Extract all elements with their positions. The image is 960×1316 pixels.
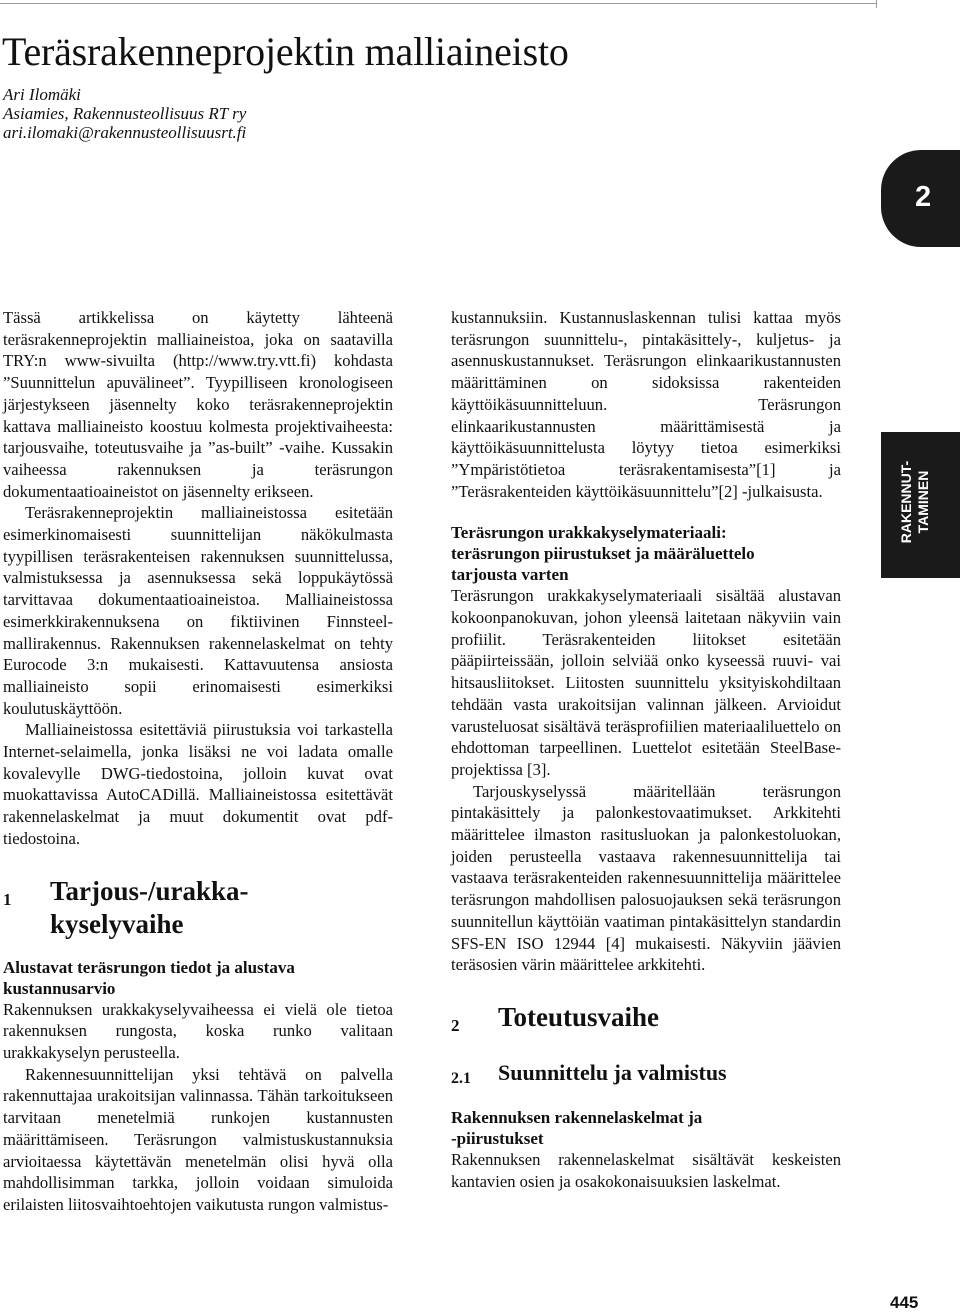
subsection-title-line: tarjousta varten <box>451 565 569 585</box>
paragraph: Rakennuksen rakennelaskelmat sisältävät keskeisten kantavien osien ja osakokonaisuuksien laskelmat. <box>451 1149 841 1191</box>
section-heading <box>451 1001 841 1042</box>
chapter-tab <box>881 150 960 247</box>
subsection-title-line: Teräsrungon urakkakyselymateriaali: <box>451 523 727 543</box>
subsection-title: Suunnittelu ja valmistus <box>498 1059 727 1085</box>
subsection-title-line: -piirustukset <box>451 1128 544 1148</box>
top-rule <box>0 3 876 4</box>
subsection-heading-numbered <box>451 1059 841 1092</box>
section-number: 1 <box>3 889 12 909</box>
section-side-tab <box>881 432 960 578</box>
subsection-heading <box>451 1107 841 1149</box>
subsection-title-line: kustannusarvio <box>3 978 116 998</box>
subsection-title-line: Alustavat teräsrungon tiedot ja alustava <box>3 957 295 977</box>
page-number: 445 <box>890 1293 919 1312</box>
paragraph: Rakennesuunnittelijan yksi tehtävä on palvella rakennuttajaa urakoitsijan valinnassa. Tähän tarkoitukseen tarvitaan menetelmiä runkojen kustannusten määrittämiseen. Teräsrungon valmistuskustannuksia arvioitaessa käytettävän menetelmän olisi hyvä olla mahdollisimman tarkka, jolloin voidaan simuloida erilaisten liitosvaihtoehtojen vaikutusta rungon valmistus- <box>3 1064 393 1214</box>
author-block <box>3 85 246 142</box>
top-rule-tick <box>876 0 877 8</box>
author-name: Ari Ilomäki <box>3 85 81 104</box>
paragraph: Teräsrakenneprojektin malliaineistossa esitetään esimerkinomaisesti suunnittelijan näkökulmasta tyypillisen teräsrakenteisen rakennuksen suunnittelussa, valmistuksessa ja asennuksessa sekä loppukäytössä tarvittavaa dokumentaatioaineistoa. Malliaineistossa esimerkkirakennuksena on fiktiivinen Finnsteel-mallirakennus. Rakennuksen rakennelaskelmat on tehty Eurocode 3:n mukaisesti. Kattavuutensa ansiosta malliaineisto sopii erinomaisesti esimerkiksi koulutuskäyttöön. <box>3 503 393 718</box>
section-number: 2 <box>451 1015 460 1035</box>
subsection-title-line: teräsrungon piirustukset ja määräluettelo <box>451 544 755 564</box>
paragraph: Rakennuksen urakkakyselyvaiheessa ei vielä ole tietoa rakennuksen rungosta, koska runko valitaan urakkakyselyn perusteella. <box>3 999 393 1062</box>
paragraph: Tarjouskyselyssä määritellään teräsrungon pintakäsittely ja palonkestovaatimukset. Arkkitehti määrittelee ilmaston rasitusluokan ja palonkestoluokan, joiden perusteella vastaava rakennesuunnittelija tai vastaava teräsrakenteiden rakennesuunnittelija määrittelee teräsrungon mahdollisen palosuojauksen sekä teräsrungon suunnitellun käyttöiän vaatiman pintakäsittelyn standardin SFS-EN ISO 12944 [4] mukaisesti. Näkyviin jäävien teräsosien värin määrittelee arkkitehti. <box>451 781 841 975</box>
subsection-heading <box>451 522 841 585</box>
paragraph: Tässä artikkelissa on käytetty lähteenä teräsrakenneprojektin malliaineistoa, joka on saatavilla TRY:n www-sivuilta (http://www.try.vtt.fi) kohdasta ”Suunnittelun apuvälineet”. Tyypilliseen kronologiseen järjestykseen jäsennelty koko teräsrakenneprojektin kattava malliaineisto koostuu kolmesta projektivaiheesta: tarjousvaihe, toteutusvaihe ja ”as-built” -vaihe. Kussakin vaiheessa rakennuksen ja teräsrungon dokumentaatioaineistot on jäsennelty erikseen. <box>3 308 393 501</box>
paragraph: kustannuksiin. Kustannuslaskennan tulisi kattaa myös teräsrungon suunnittelu-, pintakäsittely-, kuljetus- ja asennuskustannukset. Teräsrungon elinkaarikustannusten määrittäminen on sidoksissa rakenteiden käyttöikäsuunnitteluun. Teräsrungon elinkaarikustannusten määrittämisestä ja käyttöikäsuunnittelusta löytyy tietoa esimerkiksi ”Ympäristötietoa teräsrakentamisesta”[1] ja ”Teräsrakenteiden käyttöikäsuunnittelu”[2] -julkaisusta. <box>451 308 841 501</box>
author-role: Asiamies, Rakennusteollisuus RT ry <box>3 104 247 123</box>
paragraph: Malliaineistossa esitettäviä piirustuksia voi tarkastella Internet-selaimella, jonka lisäksi ne voi ladata omalle kovalevylle DWG-tiedostoina, jolloin kuvat ovat muokattavissa AutoCADillä. Malliaineistossa esitettävät rakennelaskelmat ja muut dokumentit ovat pdf-tiedostoina. <box>3 720 393 848</box>
left-column <box>3 307 393 1216</box>
side-tab-line1: RAKENNUT- <box>898 460 914 544</box>
section-title-line: Tarjous-/urakka- <box>50 875 249 906</box>
author-email: ari.ilomaki@rakennusteollisuusrt.fi <box>3 123 247 142</box>
section-title <box>50 875 249 941</box>
subsection-title-line: Rakennuksen rakennelaskelmat ja <box>451 1107 703 1127</box>
article-title: Teräsrakenneprojektin malliaineisto <box>2 29 569 74</box>
side-tab-line2: TAMINEN <box>915 470 931 534</box>
section-heading <box>3 875 393 941</box>
section-title: Toteutusvaihe <box>498 1001 660 1032</box>
subsection-heading <box>3 957 393 999</box>
chapter-number: 2 <box>915 181 932 213</box>
side-tab-label <box>882 429 932 575</box>
right-column <box>451 307 841 1192</box>
paragraph: Teräsrungon urakkakyselymateriaali sisältää alustavan kokoonpanokuvan, johon yleensä laitetaan näkyviin vain profiilit. Teräsrakenteiden liitokset esitetään pääpiirteissään, jolloin selviää onko kyseessä ruuvi- vai hitsausliitokset. Liitosten suunnittelu yksityiskohdiltaan tehdään vasta urakoitsijan valinnan jälkeen. Arvioidut varusteluosat sisältävä teräsprofiilien materiaaliluettelo on ehdottoman tarpeellinen. Luettelot esitetään SteelBase-projektissa [3]. <box>451 586 841 779</box>
subsection-number: 2.1 <box>451 1069 471 1087</box>
section-title-line: kyselyvaihe <box>50 908 184 939</box>
